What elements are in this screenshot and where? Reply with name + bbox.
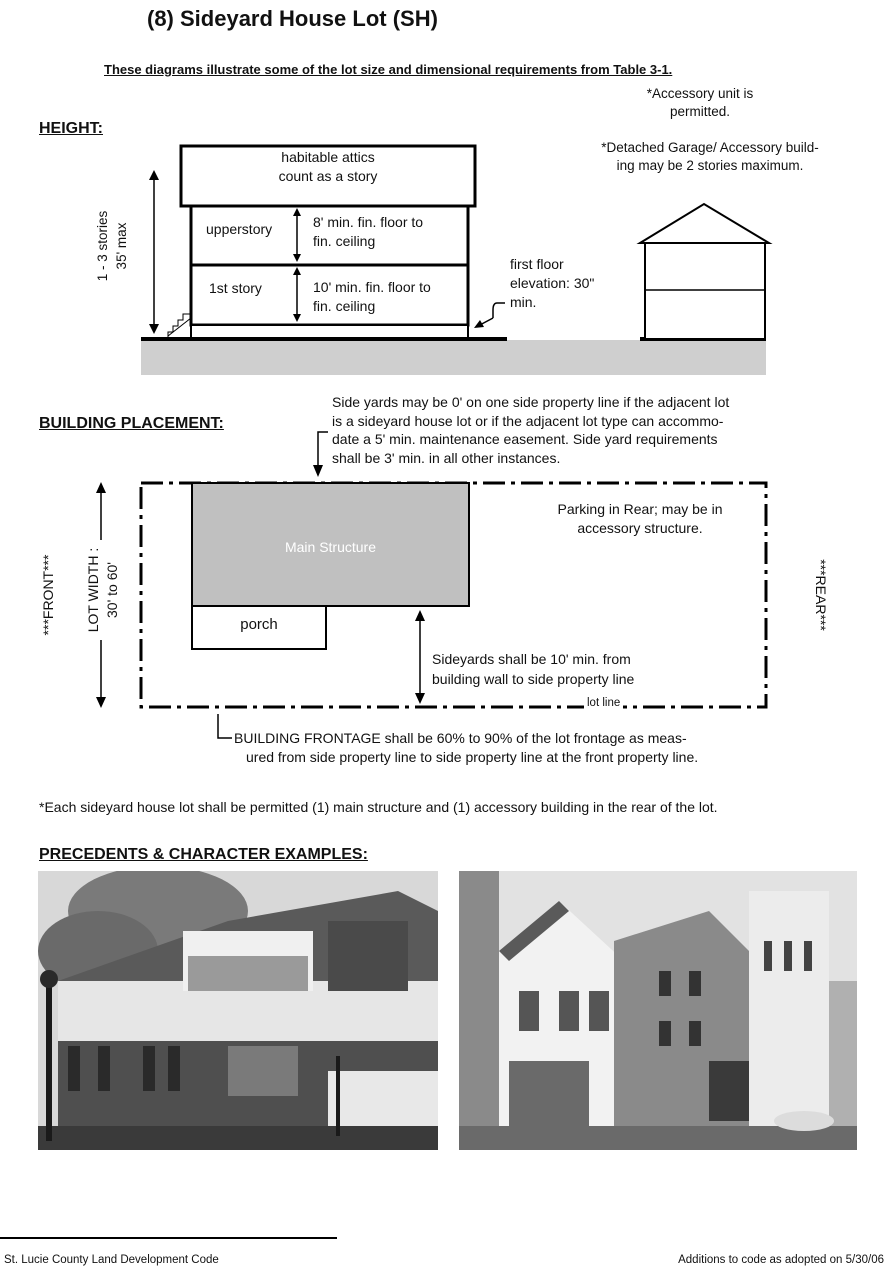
floor-elevation-line-2: elevation: 30"	[510, 275, 595, 291]
porch-label: porch	[240, 616, 278, 633]
attic-label-line-2: count as a story	[278, 168, 378, 184]
sideyard-dimension-arrow	[415, 610, 425, 704]
upperstory-label: upperstory	[206, 221, 273, 237]
attic-label-line-1: habitable attics	[281, 149, 375, 165]
lot-width-label	[84, 540, 124, 640]
footer-left: St. Lucie County Land Development Code	[4, 1254, 219, 1266]
garage-note-line-1: *Detached Garage/ Accessory build-	[601, 140, 819, 155]
sideyard-note	[432, 649, 634, 689]
example-photo-1-illustration	[38, 871, 438, 1150]
examples-heading: PRECEDENTS & CHARACTER EXAMPLES:	[39, 846, 368, 863]
parking-note-line-1: Parking in Rear; may be in	[557, 501, 723, 517]
rear-label: ***REAR***	[813, 559, 829, 631]
first-story-label: 1st story	[209, 280, 262, 296]
floor-elevation-box	[191, 325, 468, 338]
upperstory-dim-line-1: 8' min. fin. floor to	[313, 214, 424, 230]
garage-note-line-2: ing may be 2 stories maximum.	[616, 158, 804, 173]
page-subtitle: These diagrams illustrate some of the lot size and dimensional requirements from Table 3-1.	[104, 62, 673, 77]
total-height-arrow	[149, 170, 159, 334]
height-heading: HEIGHT:	[39, 120, 103, 137]
sideyard-note-line-2: building wall to side property line	[432, 671, 635, 687]
floor-elevation-line-3: min.	[510, 294, 537, 310]
attic-label	[181, 148, 475, 186]
upperstory-dimension	[313, 213, 423, 251]
placement-diagram	[0, 380, 893, 780]
stories-label-line-2: 35' max	[114, 222, 129, 270]
lot-line-label: lot line	[584, 697, 623, 709]
example-photo-2	[459, 871, 857, 1150]
first-story-dimension	[313, 278, 431, 316]
frontage-leader	[218, 714, 232, 738]
accessory-note-line-1: *Accessory unit is	[646, 86, 754, 101]
footer-right: Additions to code as adopted on 5/30/06	[678, 1254, 884, 1266]
parking-note	[480, 500, 800, 538]
floor-elevation-line-1: first floor	[510, 256, 564, 272]
stories-label	[93, 196, 133, 296]
side-yard-note-line-3: date a 5' min. maintenance easement. Side yard requirements	[332, 431, 718, 447]
side-yard-pointer	[313, 432, 328, 477]
side-yard-note-line-4: shall be 3' min. in all other instances.	[332, 449, 561, 466]
lot-width-line-1: LOT WIDTH :	[85, 547, 101, 633]
lot-note: *Each sideyard house lot shall be permitted (1) main structure and (1) accessory building in the rear of the lot.	[39, 799, 718, 815]
first-story-dim-line-2: fin. ceiling	[313, 298, 376, 314]
example-photo-1	[38, 871, 438, 1150]
parking-note-line-2: accessory structure.	[577, 520, 703, 536]
stories-label-line-1: 1 - 3 stories	[95, 210, 110, 282]
example-photo-2-illustration	[459, 871, 857, 1150]
front-label: ***FRONT***	[40, 554, 56, 636]
stairs-icon	[168, 314, 191, 338]
accessory-note-line-2: permitted.	[669, 104, 731, 119]
page-title: (8) Sideyard House Lot (SH)	[147, 6, 438, 31]
side-yard-note-line-2: is a sideyard house lot or if the adjacent lot type can accommo-	[332, 412, 724, 429]
side-yard-note-line-1: Side yards may be 0' on one side property line if the adjacent lot	[332, 394, 730, 410]
lot-width-line-2: 30' to 60'	[104, 562, 120, 618]
accessory-building	[640, 204, 769, 339]
frontage-note-line-1: BUILDING FRONTAGE shall be 60% to 90% of the lot frontage as meas-	[234, 730, 687, 746]
ground-band	[141, 340, 766, 375]
frontage-note	[234, 729, 698, 767]
main-structure-label: Main Structure	[284, 539, 377, 555]
placement-heading: BUILDING PLACEMENT:	[39, 415, 224, 432]
floor-elevation-note	[510, 255, 594, 312]
height-diagram	[0, 0, 893, 380]
upperstory-dim-line-2: fin. ceiling	[313, 233, 376, 249]
floor-elevation-pointer	[474, 303, 505, 328]
first-story-dim-line-1: 10' min. fin. floor to	[313, 279, 431, 295]
sideyard-note-line-1: Sideyards shall be 10' min. from	[432, 651, 631, 667]
frontage-note-line-2: ured from side property line to side property line at the front property line.	[246, 749, 699, 765]
footer-rule	[0, 1237, 337, 1239]
